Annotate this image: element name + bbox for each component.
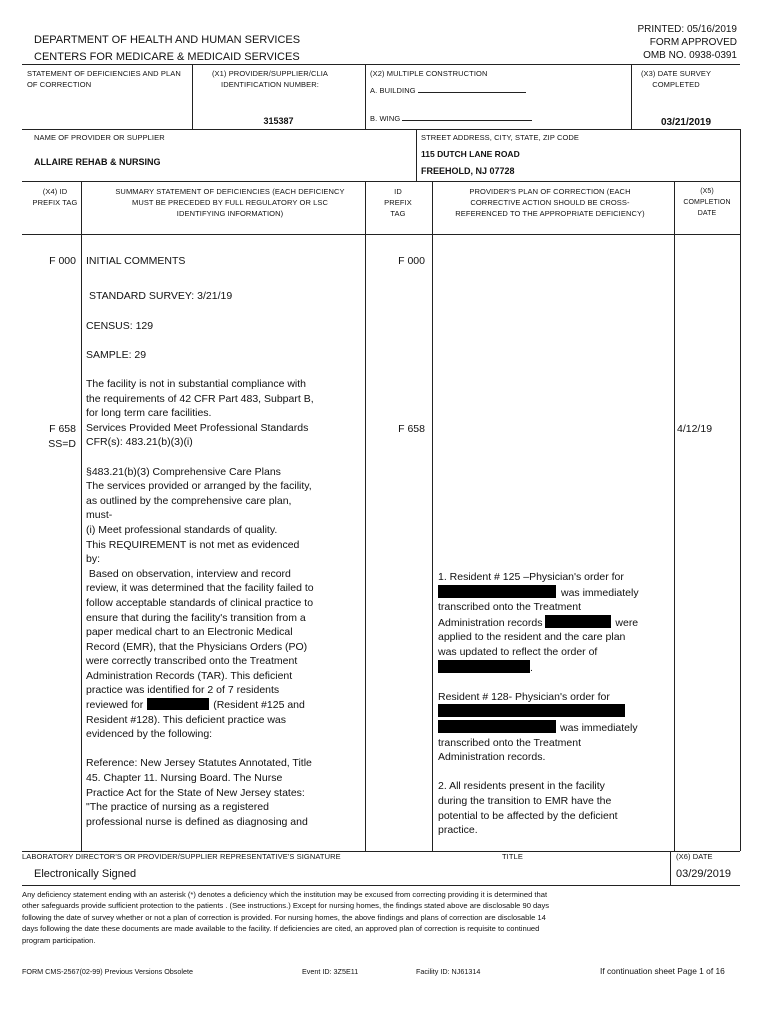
tag-ss: SS=D (48, 438, 76, 450)
completion-date: 4/12/19 (677, 423, 713, 435)
x2-label: (X2) MULTIPLE CONSTRUCTION (370, 69, 488, 78)
building-label: A. BUILDING (370, 84, 526, 96)
footer-facility-id: Facility ID: NJ61314 (416, 967, 481, 976)
redaction-block (438, 704, 625, 717)
signature-value: Electronically Signed (34, 868, 137, 880)
printed-date: PRINTED: 05/16/2019 (637, 24, 737, 35)
address-label: STREET ADDRESS, CITY, STATE, ZIP CODE (421, 133, 580, 142)
footer-event-id: Event ID: 3Z5E11 (302, 967, 359, 976)
sample: SAMPLE: 29 (86, 349, 147, 361)
statement-label: STATEMENT OF DEFICIENCIES AND PLAN OF CORRECTION (27, 69, 181, 89)
omb-number: OMB NO. 0938-0391 (643, 50, 737, 61)
x5-header: (X5) COMPLETION DATE (683, 188, 731, 217)
department-line-2: CENTERS FOR MEDICARE & MEDICAID SERVICES (34, 51, 300, 63)
provider-name: ALLAIRE REHAB & NURSING (34, 157, 161, 167)
tag-f658-right: F 658 (398, 423, 425, 435)
redaction-block (438, 720, 556, 733)
wing-label: B. WING (370, 112, 532, 124)
x4-header: (X4) ID PREFIX TAG (32, 187, 78, 207)
redaction-block (545, 615, 611, 628)
signature-date: 03/29/2019 (676, 868, 732, 880)
survey-date: 03/21/2019 (660, 117, 712, 128)
redaction-block (438, 585, 556, 598)
initial-comments: INITIAL COMMENTS (86, 255, 186, 267)
x3-label: (X3) DATE SURVEY COMPLETED (640, 69, 712, 89)
department-line-1: DEPARTMENT OF HEALTH AND HUMAN SERVICES (34, 34, 301, 46)
id-header: ID PREFIX TAG (384, 187, 412, 218)
title-label: TITLE (502, 852, 523, 861)
summary-header: SUMMARY STATEMENT OF DEFICIENCIES (EACH DEFICIENCY MUST BE PRECEDED BY FULL REGULATORY OR LSC IDENTIFYING INFORMATION) (115, 187, 345, 218)
census: CENSUS: 129 (86, 320, 154, 332)
standard-survey: STANDARD SURVEY: 3/21/19 (89, 290, 233, 302)
redaction-block (147, 698, 209, 710)
disclaimer: Any deficiency statement ending with an asterisk (*) denotes a deficiency which the institution may be excused from correcting providing it is determined that other safeguards provide sufficient protection to the patients . (See instructions.) Except for nursing homes, the findings stated above are disclosable 90 days following the date of survey whether or not a plan of correction is provided. For nursing homes, the above findings and plans of correction are disclosable 14 days following the date these documents are made available to the facility. If deficiencies are cited, an approved plan of correction is requisite to continued program participation. (22, 890, 550, 945)
address-line-1: 115 DUTCH LANE ROAD (421, 149, 520, 159)
plan-header: PROVIDER'S PLAN OF CORRECTION (EACH CORRECTIVE ACTION SHOULD BE CROSS-REFERENCED TO THE APPROPRIATE DEFICIENCY) (455, 187, 645, 218)
redaction-block (438, 660, 530, 673)
footer-page: If continuation sheet Page 1 of 16 (600, 966, 725, 976)
provider-name-label: NAME OF PROVIDER OR SUPPLIER (34, 133, 165, 142)
provider-id-number: 315387 (263, 116, 294, 126)
tag-f000-left: F 000 (49, 255, 76, 267)
form-approved: FORM APPROVED (649, 37, 737, 48)
summary-text: The facility is not in substantial compliance with the requirements of 42 CFR Part 483, Subpart B, for long term care facilities. Services Provided Meet Professional Standards CFR(s): 483.21(b)(3)(i) §483.21(b)(3) Comprehensive Care Plans The services provided or arranged by the facility, as outlined by the comprehensive care plan, must- (i) Meet professional standards of quality. This REQUIREMENT is not met as evidenced by: Based on observation, interview and record review, it was determined that the facility failed to follow acceptable standards of clinical practice to ensure that during the facility's transition from a paper medical chart to an Electronic Medical Record (EMR), that the Physicians Orders (PO) were correctly transcribed onto the Treatment Administration Records (TAR). This deficient practice was identified for 2 of 7 residents reviewed for (Resident #125 and Resident #128). This deficient practice was evidenced by the following: Reference: New Jersey Statutes Annotated, Title 45. Chapter 11. Nursing Board. The Nurse Practice Act for the State of New Jersey states: "The practice of nursing as a registered professional nurse is defined as diagnosing and (86, 378, 314, 828)
date-label: (X6) DATE (676, 852, 713, 861)
x1-label: (X1) PROVIDER/SUPPLIER/CLIA IDENTIFICATION NUMBER: (211, 69, 329, 89)
tag-f000-right: F 000 (398, 255, 425, 267)
signature-label: LABORATORY DIRECTOR'S OR PROVIDER/SUPPLIER REPRESENTATIVE'S SIGNATURE (22, 852, 341, 861)
plan-text: 1. Resident # 125 –Physician's order for was immediately transcribed onto the Treatment Administration records were applied to the resident and the care plan was updated to reflect the order of . Resident # 128- Physician's order for was immediately transcribed onto the Treatment Administration records. 2. All residents present in the facility during the transition to EMR have the potential to be affected by the deficient practice. (438, 571, 639, 837)
footer-form: FORM CMS-2567(02-99) Previous Versions Obsolete (22, 967, 193, 976)
address-line-2: FREEHOLD, NJ 07728 (421, 166, 515, 176)
tag-f658-left: F 658 (49, 423, 76, 435)
